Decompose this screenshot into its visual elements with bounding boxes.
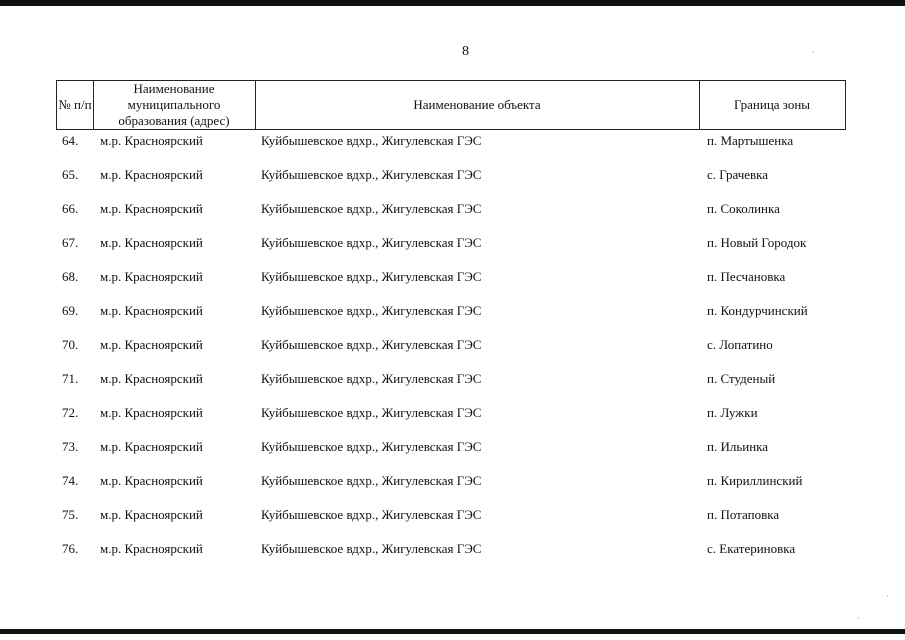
row-municipality: м.р. Красноярский — [100, 507, 203, 522]
header-municipality: Наименование муниципального образования (адрес) — [93, 81, 256, 129]
row-municipality: м.р. Красноярский — [100, 473, 203, 488]
row-object: Куйбышевское вдхр., Жигулевская ГЭС — [261, 133, 482, 148]
row-number: 67. — [62, 235, 79, 250]
row-zone: с. Екатериновка — [707, 541, 796, 556]
row-municipality: м.р. Красноярский — [100, 303, 203, 318]
table-row — [0, 473, 905, 493]
row-municipality: м.р. Красноярский — [100, 269, 203, 284]
header-object: Наименование объекта — [255, 81, 700, 129]
table-row — [0, 167, 905, 187]
row-number: 69. — [62, 303, 79, 318]
row-number: 75. — [62, 507, 79, 522]
header-zone: Граница зоны — [733, 97, 811, 112]
row-zone: п. Ильинка — [707, 439, 769, 454]
table-row — [0, 337, 905, 357]
table-row — [0, 541, 905, 561]
row-number: 66. — [62, 201, 79, 216]
scan-speck: · — [857, 614, 860, 623]
row-zone: п. Соколинка — [707, 201, 780, 216]
row-zone: п. Кириллинский — [707, 473, 803, 488]
header-num: № п/п — [57, 81, 94, 129]
row-municipality: м.р. Красноярский — [100, 541, 203, 556]
row-number: 76. — [62, 541, 79, 556]
table-row — [0, 235, 905, 255]
row-number: 74. — [62, 473, 79, 488]
row-zone: п. Кондурчинский — [707, 303, 808, 318]
row-number: 70. — [62, 337, 79, 352]
row-object: Куйбышевское вдхр., Жигулевская ГЭС — [261, 405, 482, 420]
row-zone: с. Лопатино — [707, 337, 773, 352]
table-header — [56, 80, 846, 130]
row-municipality: м.р. Красноярский — [100, 371, 203, 386]
row-number: 73. — [62, 439, 79, 454]
page-number: 8 — [462, 44, 469, 59]
scan-speck: · — [812, 48, 815, 57]
table-row — [0, 371, 905, 391]
row-object: Куйбышевское вдхр., Жигулевская ГЭС — [261, 303, 482, 318]
row-object: Куйбышевское вдхр., Жигулевская ГЭС — [261, 473, 482, 488]
row-number: 72. — [62, 405, 79, 420]
row-municipality: м.р. Красноярский — [100, 337, 203, 352]
row-object: Куйбышевское вдхр., Жигулевская ГЭС — [261, 201, 482, 216]
row-zone: с. Грачевка — [707, 167, 769, 182]
row-municipality: м.р. Красноярский — [100, 133, 203, 148]
table-row — [0, 201, 905, 221]
row-number: 65. — [62, 167, 79, 182]
row-object: Куйбышевское вдхр., Жигулевская ГЭС — [261, 439, 482, 454]
row-object: Куйбышевское вдхр., Жигулевская ГЭС — [261, 371, 482, 386]
bottom-scan-border — [0, 629, 905, 634]
scan-speck: · — [886, 592, 889, 601]
table-row — [0, 507, 905, 527]
table-row — [0, 303, 905, 323]
row-municipality: м.р. Красноярский — [100, 439, 203, 454]
row-object: Куйбышевское вдхр., Жигулевская ГЭС — [261, 269, 482, 284]
table-row — [0, 133, 905, 153]
row-municipality: м.р. Красноярский — [100, 405, 203, 420]
row-zone: п. Потаповка — [707, 507, 780, 522]
row-municipality: м.р. Красноярский — [100, 167, 203, 182]
row-object: Куйбышевское вдхр., Жигулевская ГЭС — [261, 507, 482, 522]
table-row — [0, 439, 905, 459]
row-number: 68. — [62, 269, 79, 284]
row-object: Куйбышевское вдхр., Жигулевская ГЭС — [261, 167, 482, 182]
row-zone: п. Студеный — [707, 371, 776, 386]
top-scan-border — [0, 0, 905, 6]
row-zone: п. Новый Городок — [707, 235, 807, 250]
table-row — [0, 405, 905, 425]
table-row — [0, 269, 905, 289]
row-zone: п. Лужки — [707, 405, 758, 420]
row-zone: п. Песчановка — [707, 269, 786, 284]
row-number: 64. — [62, 133, 79, 148]
row-municipality: м.р. Красноярский — [100, 201, 203, 216]
row-municipality: м.р. Красноярский — [100, 235, 203, 250]
row-object: Куйбышевское вдхр., Жигулевская ГЭС — [261, 541, 482, 556]
row-zone: п. Мартышенка — [707, 133, 794, 148]
row-object: Куйбышевское вдхр., Жигулевская ГЭС — [261, 337, 482, 352]
row-object: Куйбышевское вдхр., Жигулевская ГЭС — [261, 235, 482, 250]
row-number: 71. — [62, 371, 79, 386]
